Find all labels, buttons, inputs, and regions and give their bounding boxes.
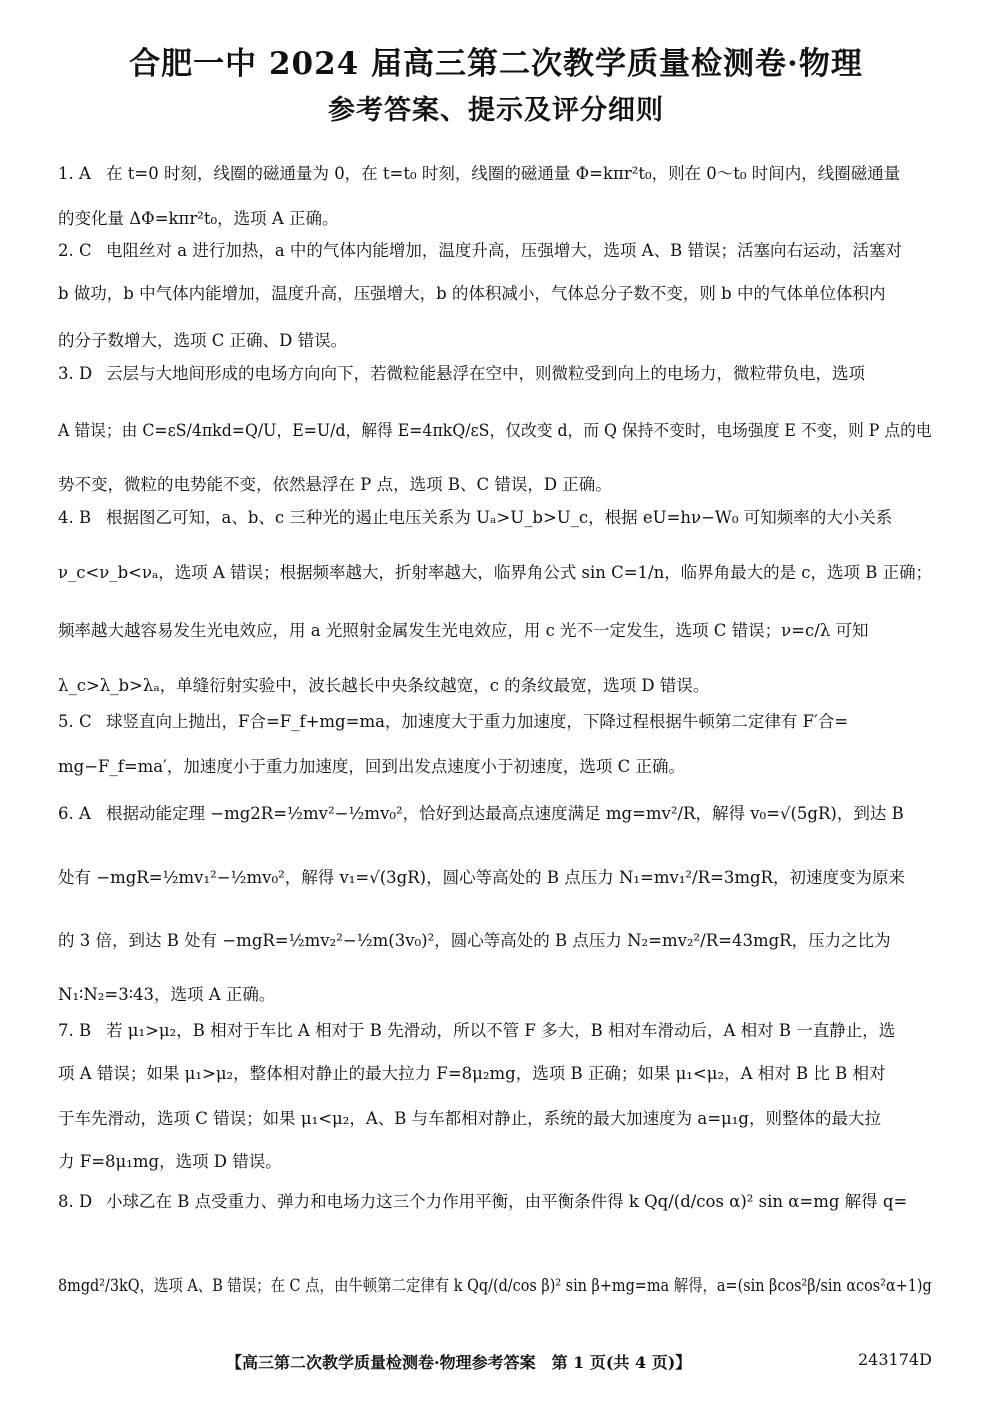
answer-line (58, 1188, 907, 1212)
answer-text: 云层与大地间形成的电场方向向下，若微粒能悬浮在空中，则微粒受到向上的电场力，微粒带负电，选项 (106, 364, 865, 383)
page-title: 合肥一中 2024 届高三第二次教学质量检测卷·物理 (129, 46, 863, 82)
answer-number: 4. B (58, 508, 92, 527)
answer-number: 5. C (58, 712, 92, 731)
answer-line (58, 753, 685, 777)
answer-text: ν_c<ν_b<νₐ，选项 A 错误；根据频率越大，折射率越大，临界角公式 sin C=1/n，临界角最大的是 c，选项 B 正确； (58, 563, 933, 582)
answer-text: 的 3 倍，到达 B 处有 −mgR=½mv₂²−½m(3v₀)²，圆心等高处的 B 点压力 N₂=mv₂²/R=43mgR，压力之比为 (58, 931, 891, 950)
answer-text: 频率越大越容易发生光电效应，用 a 光照射金属发生光电效应，用 c 光不一定发生，选项 C 错误；ν=c/λ 可知 (58, 621, 869, 640)
answer-text: mg−F_f=ma′，加速度小于重力加速度，回到出发点速度小于初速度，选项 C 正确。 (58, 757, 686, 776)
answer-line (58, 927, 891, 951)
answer-line (58, 205, 339, 229)
answer-text: 8mgd²/3kQ，选项 A、B 错误；在 C 点，由牛顿第二定律有 k Qq/(d/cos β)² sin β+mg=ma 解得，a=(sin βcos²β/sin αcos²α+1)g (58, 1276, 932, 1295)
answer-text: 根据图乙可知，a、b、c 三种光的遏止电压关系为 Uₐ>U_b>U_c，根据 eU=hν−W₀ 可知频率的大小关系 (106, 508, 893, 527)
answer-number: 8. D (58, 1192, 93, 1211)
answer-text: 力 F=8μ₁mg，选项 D 错误。 (58, 1152, 282, 1171)
answer-text: 项 A 错误；如果 μ₁>μ₂，整体相对静止的最大拉力 F=8μ₂mg，选项 B 正确；如果 μ₁<μ₂，A 相对 B 比 B 相对 (58, 1064, 886, 1083)
answer-number: 2. C (58, 241, 92, 260)
answer-line (58, 504, 892, 528)
answer-line (58, 1105, 881, 1129)
answer-line (58, 237, 902, 261)
answer-text: 球竖直向上抛出，F合=F_f+mg=ma，加速度大于重力加速度，下降过程根据牛顿第二定律有 F′合= (106, 712, 849, 731)
answer-text: λ_c>λ_b>λₐ，单缝衍射实验中，波长越长中央条纹越宽，c 的条纹最宽，选项 D 错误。 (58, 676, 710, 695)
answer-line (58, 1272, 932, 1296)
answer-number: 7. B (58, 1021, 92, 1040)
answer-text: 在 t=0 时刻，线圈的磁通量为 0，在 t=t₀ 时刻，线圈的磁通量 Φ=kπr²t₀，则在 0～t₀ 时间内，线圈磁通量 (106, 164, 901, 183)
answer-line (58, 981, 275, 1005)
answer-line (58, 360, 865, 384)
answer-line (58, 708, 848, 732)
answer-number: 3. D (58, 364, 93, 383)
footer-code: 243174D (858, 1350, 932, 1369)
answer-line (58, 160, 900, 184)
answer-line (58, 800, 904, 824)
answer-line (58, 1060, 885, 1084)
answer-text: N₁∶N₂=3∶43，选项 A 正确。 (58, 985, 276, 1004)
answer-line (58, 280, 885, 304)
answer-text: 电阻丝对 a 进行加热，a 中的气体内能增加，温度升高，压强增大，选项 A、B 错误；活塞向右运动，活塞对 (106, 241, 902, 260)
answer-line (58, 617, 869, 641)
answer-text: 小球乙在 B 点受重力、弹力和电场力这三个力作用平衡，由平衡条件得 k Qq/(d/cos α)² sin α=mg 解得 q= (106, 1192, 908, 1211)
page-subtitle: 参考答案、提示及评分细则 (328, 95, 664, 126)
answer-text: 处有 −mgR=½mv₁²−½mv₀²，解得 v₁=√(3gR)，圆心等高处的 B 点压力 N₁=mv₁²/R=3mgR，初速度变为原来 (58, 868, 905, 887)
answer-number: 1. A (58, 164, 91, 183)
answer-line (58, 864, 905, 888)
answer-line (58, 417, 932, 441)
answer-text: 根据动能定理 −mg2R=½mv²−½mv₀²，恰好到达最高点速度满足 mg=mv²/R，解得 v₀=√(5gR)，到达 B (106, 804, 904, 823)
answer-line (58, 327, 347, 351)
answer-line (58, 1017, 895, 1041)
answer-line (58, 1148, 282, 1172)
answer-line (58, 471, 612, 495)
answer-text: 若 μ₁>μ₂，B 相对于车比 A 相对于 B 先滑动，所以不管 F 多大，B 相对车滑动后，A 相对 B 一直静止，选 (106, 1021, 896, 1040)
answer-number: 6. A (58, 804, 91, 823)
answer-line (58, 559, 932, 583)
answer-line (58, 672, 709, 696)
footer-text: 【高三第二次教学质量检测卷·物理参考答案 第 1 页(共 4 页)】 (226, 1353, 692, 1372)
answer-text: 的分子数增大，选项 C 正确、D 错误。 (58, 331, 348, 350)
answer-text: 的变化量 ΔΦ=kπr²t₀，选项 A 正确。 (58, 209, 339, 228)
answer-text: 势不变，微粒的电势能不变，依然悬浮在 P 点，选项 B、C 错误，D 正确。 (58, 475, 612, 494)
answer-text: b 做功，b 中气体内能增加，温度升高，压强增大，b 的体积减小，气体总分子数不变，则 b 中的气体单位体积内 (58, 284, 886, 303)
answer-text: 于车先滑动，选项 C 错误；如果 μ₁<μ₂，A、B 与车都相对静止，系统的最大加速度为 a=μ₁g，则整体的最大拉 (58, 1109, 881, 1128)
answer-text: A 错误；由 C=εS/4πkd=Q/U，E=U/d，解得 E=4πkQ/εS，仅改变 d，而 Q 保持不变时，电场强度 E 不变，则 P 点的电 (58, 421, 932, 440)
